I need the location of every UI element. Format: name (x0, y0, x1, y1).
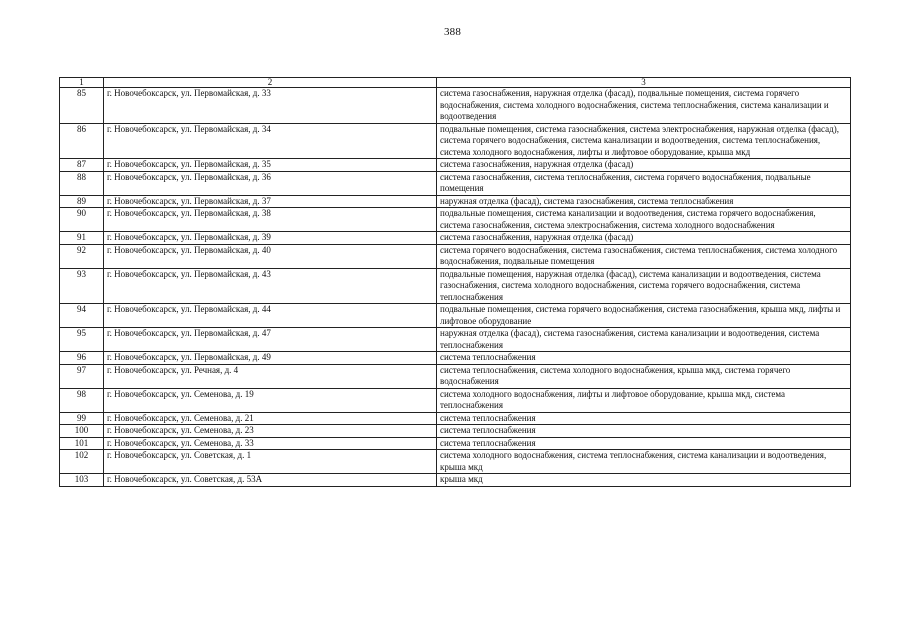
address-cell: г. Новочебоксарск, ул. Первомайская, д. 39 (104, 232, 437, 245)
address-cell: г. Новочебоксарск, ул. Первомайская, д. 49 (104, 352, 437, 365)
table-row (60, 328, 851, 352)
table-row (60, 450, 851, 474)
column-header-num: 1 (60, 78, 104, 88)
row-number-cell: 101 (60, 437, 104, 450)
row-number-cell: 102 (60, 450, 104, 474)
row-number-cell: 85 (60, 88, 104, 124)
works-cell: подвальные помещения, система канализации и водоотведения, система горячего водоснабжения, система газоснабжения, система электроснабжения, система холодного водоснабжения (437, 208, 851, 232)
address-cell: г. Новочебоксарск, ул. Первомайская, д. 40 (104, 244, 437, 268)
works-cell: система газоснабжения, наружная отделка (фасад) (437, 232, 851, 245)
works-cell: наружная отделка (фасад), система газоснабжения, система канализации и водоотведения, система теплоснабжения (437, 328, 851, 352)
row-number-cell: 86 (60, 123, 104, 159)
table-row (60, 425, 851, 438)
address-cell: г. Новочебоксарск, ул. Первомайская, д. 44 (104, 304, 437, 328)
column-header-works: 3 (437, 78, 851, 88)
row-number-cell: 97 (60, 364, 104, 388)
table-row (60, 244, 851, 268)
table-header-row (60, 78, 851, 88)
works-cell: система холодного водоснабжения, система теплоснабжения, система канализации и водоотведения, крыша мкд (437, 450, 851, 474)
works-cell: система холодного водоснабжения, лифты и лифтовое оборудование, крыша мкд, система теплоснабжения (437, 388, 851, 412)
table-row (60, 474, 851, 487)
table-body (60, 88, 851, 487)
works-cell: подвальные помещения, система горячего водоснабжения, система газоснабжения, крыша мкд, лифты и лифтовое оборудование (437, 304, 851, 328)
row-number-cell: 92 (60, 244, 104, 268)
address-cell: г. Новочебоксарск, ул. Первомайская, д. 35 (104, 159, 437, 172)
table-row (60, 412, 851, 425)
row-number-cell: 90 (60, 208, 104, 232)
works-table (59, 77, 851, 487)
works-cell: система горячего водоснабжения, система газоснабжения, система теплоснабжения, система холодного водоснабжения, подвальные помещения (437, 244, 851, 268)
address-cell: г. Новочебоксарск, ул. Первомайская, д. 34 (104, 123, 437, 159)
table-row (60, 304, 851, 328)
address-cell: г. Новочебоксарск, ул. Семенова, д. 21 (104, 412, 437, 425)
row-number-cell: 88 (60, 171, 104, 195)
row-number-cell: 91 (60, 232, 104, 245)
page-number: 388 (443, 26, 462, 38)
works-cell: система теплоснабжения (437, 437, 851, 450)
row-number-cell: 89 (60, 195, 104, 208)
works-cell: система теплоснабжения (437, 352, 851, 365)
works-cell: система теплоснабжения (437, 425, 851, 438)
address-cell: г. Новочебоксарск, ул. Первомайская, д. 38 (104, 208, 437, 232)
table-row (60, 123, 851, 159)
table-row (60, 268, 851, 304)
works-cell: система газоснабжения, наружная отделка (фасад), подвальные помещения, система горячего водоснабжения, система холодного водоснабжения, система теплоснабжения, система канализации и водоотведения (437, 88, 851, 124)
address-cell: г. Новочебоксарск, ул. Семенова, д. 23 (104, 425, 437, 438)
row-number-cell: 98 (60, 388, 104, 412)
row-number-cell: 95 (60, 328, 104, 352)
works-cell: система теплоснабжения, система холодного водоснабжения, крыша мкд, система горячего водоснабжения (437, 364, 851, 388)
row-number-cell: 99 (60, 412, 104, 425)
row-number-cell: 96 (60, 352, 104, 365)
column-header-address: 2 (104, 78, 437, 88)
address-cell: г. Новочебоксарск, ул. Первомайская, д. 47 (104, 328, 437, 352)
table-row (60, 437, 851, 450)
address-cell: г. Новочебоксарск, ул. Первомайская, д. 43 (104, 268, 437, 304)
row-number-cell: 100 (60, 425, 104, 438)
works-cell: наружная отделка (фасад), система газоснабжения, система теплоснабжения (437, 195, 851, 208)
address-cell: г. Новочебоксарск, ул. Семенова, д. 33 (104, 437, 437, 450)
address-cell: г. Новочебоксарск, ул. Советская, д. 1 (104, 450, 437, 474)
row-number-cell: 87 (60, 159, 104, 172)
works-cell: система теплоснабжения (437, 412, 851, 425)
address-cell: г. Новочебоксарск, ул. Первомайская, д. 36 (104, 171, 437, 195)
row-number-cell: 103 (60, 474, 104, 487)
table-row (60, 88, 851, 124)
works-cell: подвальные помещения, наружная отделка (фасад), система канализации и водоотведения, система газоснабжения, система холодного водоснабжения, система горячего водоснабжения, система теплоснабжения (437, 268, 851, 304)
address-cell: г. Новочебоксарск, ул. Первомайская, д. 37 (104, 195, 437, 208)
works-cell: система газоснабжения, система теплоснабжения, система горячего водоснабжения, подвальные помещения (437, 171, 851, 195)
address-cell: г. Новочебоксарск, ул. Речная, д. 4 (104, 364, 437, 388)
table-row (60, 208, 851, 232)
table-row (60, 388, 851, 412)
table-row (60, 232, 851, 245)
address-cell: г. Новочебоксарск, ул. Советская, д. 53А (104, 474, 437, 487)
row-number-cell: 93 (60, 268, 104, 304)
table-row (60, 364, 851, 388)
table-row (60, 195, 851, 208)
row-number-cell: 94 (60, 304, 104, 328)
table-row (60, 352, 851, 365)
address-cell: г. Новочебоксарск, ул. Первомайская, д. 33 (104, 88, 437, 124)
works-cell: крыша мкд (437, 474, 851, 487)
works-cell: система газоснабжения, наружная отделка (фасад) (437, 159, 851, 172)
table-row (60, 159, 851, 172)
works-cell: подвальные помещения, система газоснабжения, система электроснабжения, наружная отделка (фасад), система горячего водоснабжения, система канализации и водоотведения, система теплоснабжения, система холодного водоснабжения, лифты и лифтовое оборудование, крыша мкд (437, 123, 851, 159)
address-cell: г. Новочебоксарск, ул. Семенова, д. 19 (104, 388, 437, 412)
table-row (60, 171, 851, 195)
